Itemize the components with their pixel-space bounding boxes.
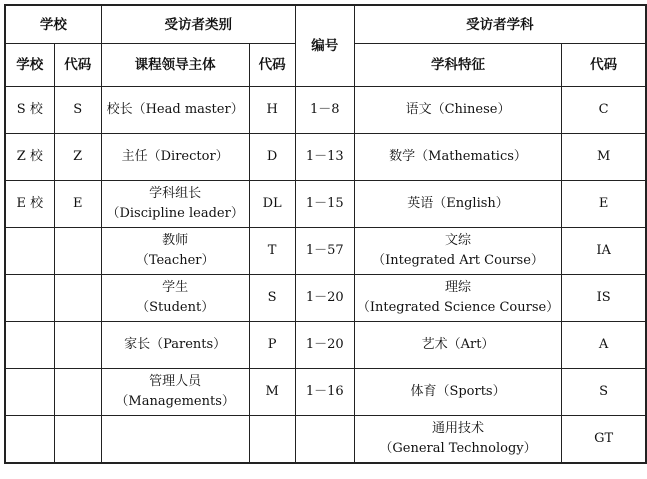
- leader-code-cell: DL: [249, 181, 295, 228]
- school-cell: [5, 369, 54, 416]
- course-leader-line: （Managements）: [115, 394, 235, 409]
- subject-code-cell: S: [562, 369, 646, 416]
- subject-code-cell: IS: [562, 275, 646, 322]
- school-cell: Z 校: [5, 134, 54, 181]
- subject-code-cell: IA: [562, 228, 646, 275]
- subject-code-cell: M: [562, 134, 646, 181]
- table-body: [5, 87, 646, 464]
- leader-code-cell: D: [249, 134, 295, 181]
- table-row: [5, 181, 646, 228]
- subject-feature-line: 文综: [445, 233, 472, 248]
- school-cell: [5, 322, 54, 369]
- header-row-1: [5, 5, 646, 44]
- course-leader-cell: [101, 369, 249, 416]
- course-leader-line: 主任（Director）: [121, 149, 229, 164]
- subject-feature-cell: [354, 322, 561, 369]
- subject-feature-line: （General Technology）: [379, 441, 537, 456]
- school-cell: [5, 416, 54, 464]
- course-leader-cell: [101, 228, 249, 275]
- table-row: [5, 369, 646, 416]
- subject-feature-line: 体育（Sports）: [410, 384, 506, 399]
- number-cell: 1－16: [295, 369, 354, 416]
- subject-feature-line: （Integrated Art Course）: [372, 253, 544, 268]
- school-code-cell: [54, 275, 101, 322]
- interviewee-category-header: 受访者类别: [101, 5, 295, 44]
- leader-code-header: 代码: [249, 44, 295, 87]
- subject-feature-line: 艺术（Art）: [421, 337, 495, 352]
- school-cell: E 校: [5, 181, 54, 228]
- school-code-cell: [54, 322, 101, 369]
- subject-feature-line: 通用技术: [432, 421, 485, 436]
- school-group-header: 学校: [5, 5, 101, 44]
- subject-code-cell: E: [562, 181, 646, 228]
- number-cell: 1－20: [295, 275, 354, 322]
- course-leader-line: 学科组长: [149, 186, 202, 201]
- course-leader-line: （Discipline leader）: [106, 206, 244, 221]
- subject-feature-line: 语文（Chinese）: [405, 102, 511, 117]
- table-row: [5, 228, 646, 275]
- table-row: [5, 275, 646, 322]
- leader-code-cell: S: [249, 275, 295, 322]
- number-cell: [295, 416, 354, 464]
- school-code-cell: [54, 369, 101, 416]
- school-header: 学校: [5, 44, 54, 87]
- interviewee-subject-header: 受访者学科: [354, 5, 646, 44]
- subject-feature-cell: [354, 369, 561, 416]
- number-cell: 1－57: [295, 228, 354, 275]
- table-row: [5, 416, 646, 464]
- table-row: [5, 322, 646, 369]
- school-cell: S 校: [5, 87, 54, 134]
- number-cell: 1－13: [295, 134, 354, 181]
- number-header: 编号: [295, 5, 354, 87]
- subject-feature-cell: [354, 416, 561, 464]
- subject-code-cell: GT: [562, 416, 646, 464]
- course-leader-line: 校长（Head master）: [106, 102, 244, 117]
- school-code-cell: [54, 228, 101, 275]
- school-code-cell: E: [54, 181, 101, 228]
- subject-code-cell: C: [562, 87, 646, 134]
- subject-code-cell: A: [562, 322, 646, 369]
- leader-code-cell: T: [249, 228, 295, 275]
- leader-code-cell: [249, 416, 295, 464]
- course-leader-line: 学生: [162, 280, 189, 295]
- subject-feature-cell: [354, 181, 561, 228]
- course-leader-cell: [101, 416, 249, 464]
- table-row: [5, 134, 646, 181]
- subject-feature-line: 数学（Mathematics）: [389, 149, 527, 164]
- interviewee-coding-table: [4, 4, 647, 464]
- course-leader-line: （Teacher）: [135, 253, 215, 268]
- course-leader-cell: [101, 322, 249, 369]
- subject-feature-cell: [354, 87, 561, 134]
- number-cell: 1－15: [295, 181, 354, 228]
- school-code-cell: S: [54, 87, 101, 134]
- subject-feature-cell: [354, 228, 561, 275]
- subject-feature-cell: [354, 134, 561, 181]
- school-cell: [5, 275, 54, 322]
- subject-feature-header: 学科特征: [354, 44, 561, 87]
- course-leader-line: 管理人员: [149, 374, 202, 389]
- coding-table-container: [4, 4, 647, 464]
- leader-code-cell: M: [249, 369, 295, 416]
- course-leader-line: 教师: [162, 233, 189, 248]
- leader-code-cell: P: [249, 322, 295, 369]
- table-row: [5, 87, 646, 134]
- school-code-cell: Z: [54, 134, 101, 181]
- subject-feature-line: 英语（English）: [407, 196, 509, 211]
- course-leader-cell: [101, 275, 249, 322]
- course-leader-cell: [101, 181, 249, 228]
- school-cell: [5, 228, 54, 275]
- school-code-cell: [54, 416, 101, 464]
- course-leader-line: （Student）: [136, 300, 215, 315]
- course-leader-header: 课程领导主体: [101, 44, 249, 87]
- school-code-header: 代码: [54, 44, 101, 87]
- leader-code-cell: H: [249, 87, 295, 134]
- subject-feature-cell: [354, 275, 561, 322]
- course-leader-cell: [101, 87, 249, 134]
- number-cell: 1－20: [295, 322, 354, 369]
- course-leader-cell: [101, 134, 249, 181]
- subject-feature-line: 理综: [445, 280, 472, 295]
- number-cell: 1－8: [295, 87, 354, 134]
- subject-feature-line: （Integrated Science Course）: [356, 300, 560, 315]
- subject-code-header: 代码: [562, 44, 646, 87]
- course-leader-line: 家长（Parents）: [124, 337, 227, 352]
